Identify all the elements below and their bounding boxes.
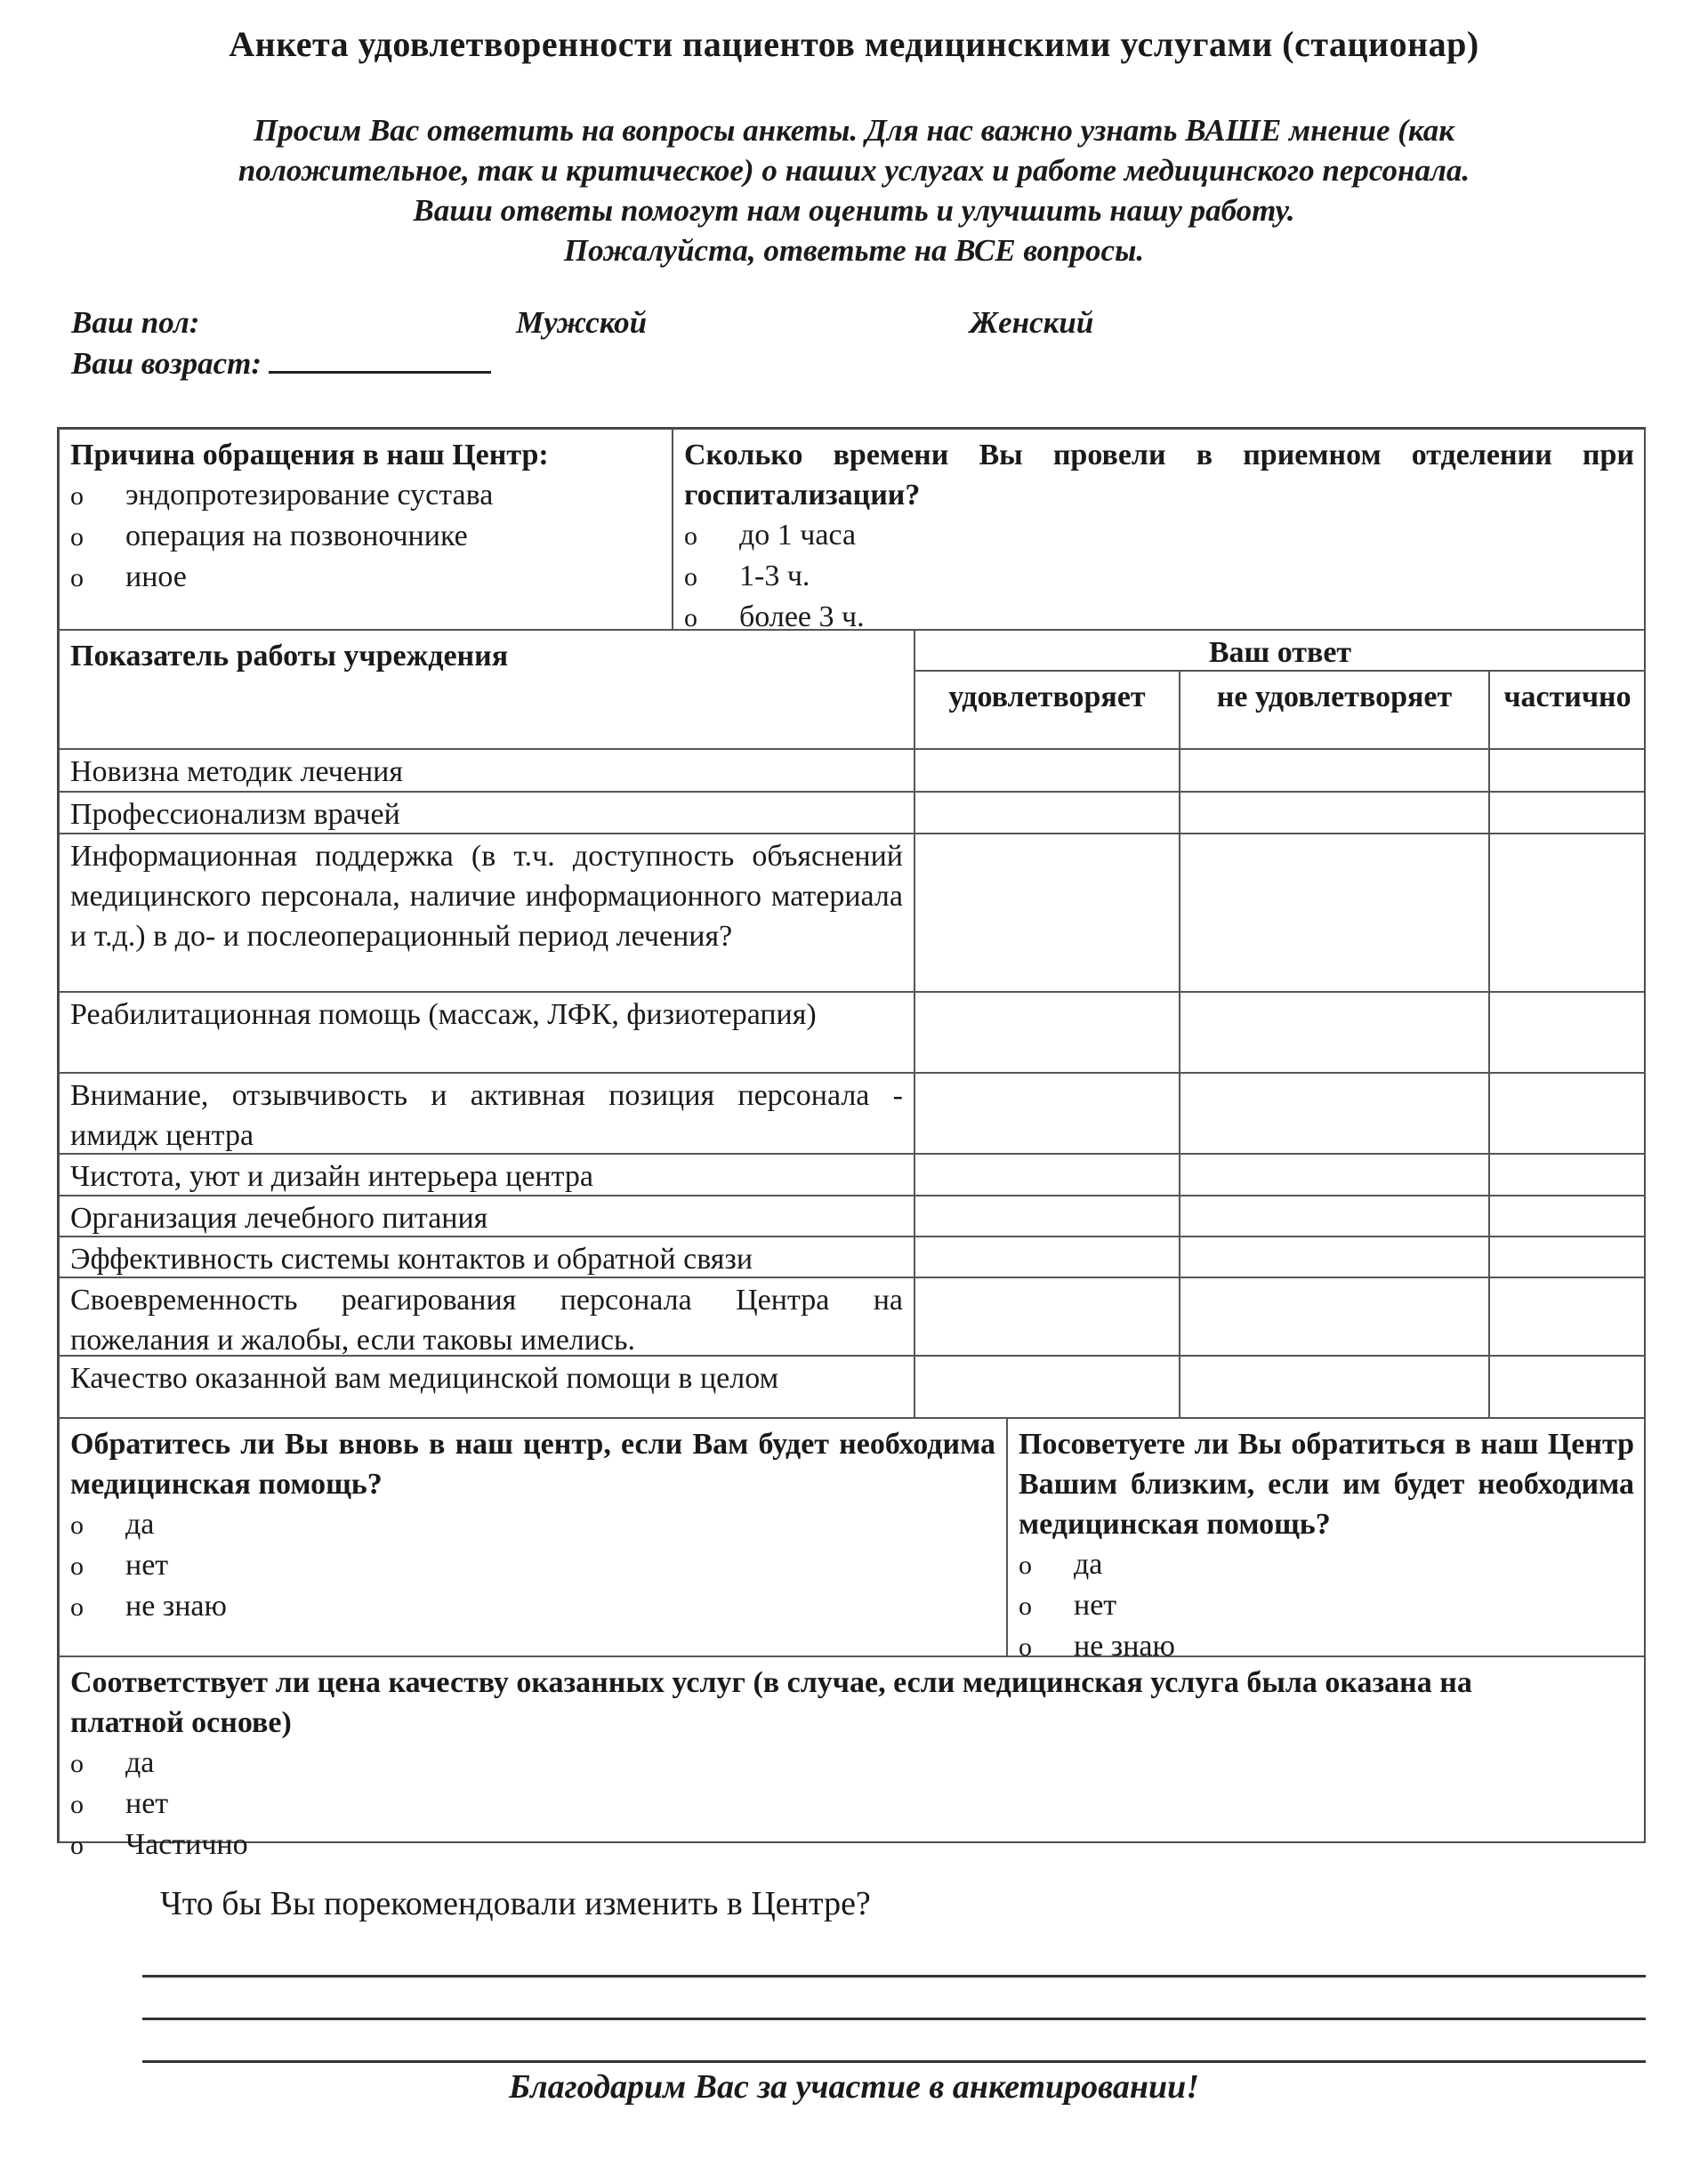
gender-label: Ваш пол: — [71, 305, 200, 340]
time-question-cell — [673, 429, 1646, 633]
indicator-row-label: Организация лечебного питания — [59, 1196, 914, 1237]
radio-circle-icon: o — [684, 562, 697, 592]
column-header-partially — [1489, 671, 1646, 749]
indicator-row-label: Профессионализм врачей — [59, 792, 914, 834]
intro-line: положительное, так и критическое) о наших услугах и работе медицинского персонала. — [238, 153, 1470, 188]
radio-circle-icon: o — [70, 1592, 84, 1622]
radio-circle-icon: o — [70, 1510, 84, 1540]
answer-cell-satisfied[interactable] — [914, 992, 1180, 1073]
radio-circle-icon: o — [1019, 1551, 1032, 1580]
answer-cell-partially[interactable] — [1489, 1237, 1646, 1277]
indicator-header-label: Показатель работы учреждения — [70, 640, 509, 673]
answer-cell-not-satisfied[interactable] — [1180, 1277, 1489, 1356]
option-label: да — [1074, 1548, 1103, 1581]
answer-cell-not-satisfied[interactable] — [1180, 792, 1489, 834]
answer-header — [914, 630, 1646, 671]
column-label: частично — [1503, 681, 1631, 713]
recommend-option[interactable] — [1019, 1585, 1634, 1626]
column-header-not-satisfied — [1180, 671, 1489, 749]
option-label: 1-3 ч. — [739, 560, 810, 592]
intro-text — [0, 110, 1708, 270]
column-header-satisfied — [914, 671, 1180, 749]
indicator-row-label: Качество оказанной вам медицинской помощи в целом — [59, 1356, 914, 1418]
return-option[interactable] — [70, 1504, 995, 1545]
option-label: нет — [1074, 1589, 1117, 1622]
option-label: да — [125, 1746, 155, 1779]
price-question-title: Соответствует ли цена качеству оказанных услуг (в случае, если медицинская услуга была оказана на платной основе) — [70, 1666, 1472, 1739]
radio-circle-icon: o — [684, 521, 697, 551]
answer-cell-satisfied[interactable] — [914, 1073, 1180, 1154]
age-input-line[interactable] — [269, 343, 491, 374]
time-option[interactable] — [684, 556, 1634, 597]
answer-cell-partially[interactable] — [1489, 1154, 1646, 1196]
answer-cell-satisfied[interactable] — [914, 792, 1180, 834]
option-label: нет — [125, 1549, 169, 1582]
reason-question-title: Причина обращения в наш Центр: — [70, 439, 549, 471]
column-label: не удовлетворяет — [1216, 681, 1453, 713]
radio-circle-icon: o — [70, 1831, 84, 1860]
indicator-row-label: Эффективность системы контактов и обратной связи — [59, 1237, 914, 1277]
questionnaire-table — [57, 427, 1646, 1861]
answer-cell-not-satisfied[interactable] — [1180, 749, 1489, 792]
reason-option[interactable] — [70, 557, 661, 598]
indicator-row-label: Внимание, отзывчивость и активная позиция персонала - имидж центра — [59, 1073, 914, 1154]
return-question-cell — [59, 1418, 1007, 1656]
radio-circle-icon: o — [70, 1790, 84, 1819]
radio-circle-icon: o — [70, 1749, 84, 1778]
price-option[interactable] — [70, 1784, 1634, 1825]
indicator-header — [59, 630, 914, 749]
answer-cell-not-satisfied[interactable] — [1180, 1073, 1489, 1154]
answer-cell-partially[interactable] — [1489, 1277, 1646, 1356]
respondent-info — [71, 302, 1672, 384]
answer-cell-partially[interactable] — [1489, 1073, 1646, 1154]
column-label: удовлетворяет — [948, 681, 1146, 713]
return-option[interactable] — [70, 1586, 995, 1627]
answer-line[interactable] — [142, 1975, 1646, 1978]
price-option[interactable] — [70, 1825, 1634, 1865]
time-question-title: Сколько времени Вы провели в приемном отделении при госпитализации? — [684, 439, 1634, 512]
answer-cell-not-satisfied[interactable] — [1180, 1237, 1489, 1277]
return-question-title: Обратитесь ли Вы вновь в наш центр, если Вам будет необходима медицинская помощь? — [70, 1428, 995, 1501]
answer-cell-partially[interactable] — [1489, 1196, 1646, 1237]
intro-line: Пожалуйста, ответьте на ВСЕ вопросы. — [563, 233, 1145, 268]
answer-cell-satisfied[interactable] — [914, 1154, 1180, 1196]
answer-cell-satisfied[interactable] — [914, 749, 1180, 792]
answer-cell-satisfied[interactable] — [914, 1196, 1180, 1237]
indicator-row-label: Своевременность реагирования персонала Центра на пожелания и жалобы, если таковы имелись. — [59, 1277, 914, 1356]
indicator-row-label: Информационная поддержка (в т.ч. доступность объяснений медицинского персонала, наличие информационного материала и т.д.) в до- и послеоперационный период лечения? — [59, 834, 914, 992]
age-label: Ваш возраст: — [71, 346, 262, 381]
answer-cell-not-satisfied[interactable] — [1180, 834, 1489, 992]
answer-line[interactable] — [142, 2060, 1646, 2063]
option-label: да — [125, 1508, 155, 1541]
reason-question-cell — [59, 429, 673, 630]
answer-cell-satisfied[interactable] — [914, 1356, 1180, 1418]
radio-circle-icon: o — [684, 603, 697, 632]
reason-option[interactable] — [70, 516, 661, 557]
answer-line[interactable] — [142, 2018, 1646, 2020]
suggestion-question: Что бы Вы порекомендовали изменить в Центре? — [160, 1885, 871, 1922]
answer-cell-satisfied[interactable] — [914, 834, 1180, 992]
answer-cell-partially[interactable] — [1489, 834, 1646, 992]
radio-circle-icon: o — [70, 563, 84, 592]
radio-circle-icon: o — [1019, 1632, 1032, 1662]
option-label: не знаю — [1074, 1630, 1175, 1663]
answer-cell-not-satisfied[interactable] — [1180, 1196, 1489, 1237]
intro-line: Просим Вас ответить на вопросы анкеты. Для нас важно узнать ВАШЕ мнение (как — [254, 113, 1454, 148]
recommend-question-title: Посоветуете ли Вы обратиться в наш Центр Вашим близким, если им будет необходима медицинская помощь? — [1019, 1428, 1634, 1541]
option-label: Частично — [125, 1828, 248, 1861]
answer-cell-partially[interactable] — [1489, 1356, 1646, 1418]
radio-circle-icon: o — [70, 481, 84, 511]
radio-circle-icon: o — [70, 1551, 84, 1581]
answer-cell-partially[interactable] — [1489, 792, 1646, 834]
answer-cell-not-satisfied[interactable] — [1180, 1154, 1489, 1196]
page-title: Анкета удовлетворенности пациентов медицинскими услугами (стационар) — [229, 24, 1479, 64]
answer-cell-not-satisfied[interactable] — [1180, 992, 1489, 1073]
option-label: более 3 ч. — [739, 600, 865, 633]
return-option[interactable] — [70, 1545, 995, 1586]
answer-cell-satisfied[interactable] — [914, 1237, 1180, 1277]
option-label: эндопротезирование сустава — [125, 479, 494, 512]
option-label: операция на позвоночнике — [125, 520, 468, 552]
price-question-cell — [59, 1656, 1646, 1861]
answer-header-label: Ваш ответ — [1208, 636, 1352, 669]
gender-option-male[interactable]: Мужской — [516, 305, 648, 340]
thanks-text: Благодарим Вас за участие в анкетировании! — [508, 2068, 1200, 2106]
indicator-row-label: Новизна методик лечения — [59, 749, 914, 792]
radio-circle-icon: o — [70, 522, 84, 552]
indicator-row-label: Чистота, уют и дизайн интерьера центра — [59, 1154, 914, 1196]
recommend-question-cell — [1007, 1418, 1646, 1663]
option-label: иное — [125, 560, 187, 593]
answer-cell-not-satisfied[interactable] — [1180, 1356, 1489, 1418]
time-option[interactable] — [684, 515, 1634, 556]
answer-cell-partially[interactable] — [1489, 749, 1646, 792]
option-label: до 1 часа — [739, 519, 857, 552]
recommend-option[interactable] — [1019, 1544, 1634, 1585]
gender-option-female[interactable]: Женский — [970, 305, 1094, 340]
answer-cell-satisfied[interactable] — [914, 1277, 1180, 1356]
option-label: не знаю — [125, 1590, 227, 1623]
price-option[interactable] — [70, 1743, 1634, 1784]
intro-line: Ваши ответы помогут нам оценить и улучшить нашу работу. — [413, 193, 1295, 228]
radio-circle-icon: o — [1019, 1591, 1032, 1621]
indicator-row-label: Реабилитационная помощь (массаж, ЛФК, физиотерапия) — [59, 992, 914, 1073]
reason-option[interactable] — [70, 475, 661, 516]
option-label: нет — [125, 1787, 169, 1820]
answer-cell-partially[interactable] — [1489, 992, 1646, 1073]
